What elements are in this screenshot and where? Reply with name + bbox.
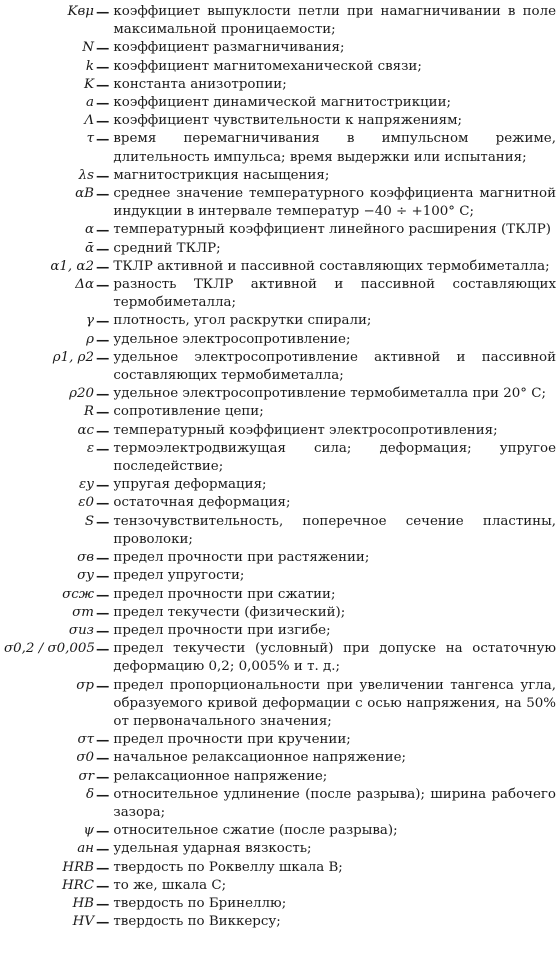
entry-symbol: ρ20 xyxy=(69,386,94,402)
entry-symbol: ᾱ xyxy=(84,240,94,256)
entry-symbol: K xyxy=(83,76,94,92)
entry-symbol: σr xyxy=(78,768,94,784)
glossary-entry xyxy=(4,731,556,749)
entry-dash: — xyxy=(96,240,110,257)
entry-symbol: HRB xyxy=(62,859,94,875)
glossary-entry xyxy=(4,749,556,767)
entry-dash: — xyxy=(96,677,110,694)
glossary-entry xyxy=(4,895,556,913)
glossary-entry xyxy=(4,422,556,440)
glossary-entry xyxy=(4,221,556,239)
entry-definition: температурный коэффициент линейного расширения (ТКЛР) xyxy=(113,222,551,238)
entry-dash: — xyxy=(96,40,110,57)
entry-dash: — xyxy=(96,95,110,112)
entry-dash: — xyxy=(96,76,110,93)
entry-symbol: Kвμ xyxy=(67,4,94,19)
entry-definition: удельное электросопротивление; xyxy=(113,331,351,347)
entry-definition: твердость по Роквеллу шкала B; xyxy=(113,859,343,875)
entry-dash: — xyxy=(96,477,110,494)
glossary-entry xyxy=(4,513,556,549)
entry-dash: — xyxy=(96,568,110,585)
entry-definition: ТКЛР активной и пассивной составляющих термобиметалла; xyxy=(113,258,550,274)
entry-dash: — xyxy=(96,604,110,621)
entry-definition: предел прочности при растяжении; xyxy=(113,550,370,566)
entry-dash: — xyxy=(96,622,110,639)
entry-symbol: εу xyxy=(79,477,94,493)
glossary-entry xyxy=(4,440,556,476)
entry-definition: время перемагничивания в импульсном режиме, длительность импульса; время выдержки или испытания; xyxy=(113,131,556,165)
glossary-entry xyxy=(4,58,556,76)
entry-symbol: σ0,2 / σ0,005 xyxy=(4,641,95,657)
entry-dash: — xyxy=(96,4,110,20)
entry-symbol: σв xyxy=(77,550,94,566)
entry-symbol: σиз xyxy=(68,622,94,638)
entry-symbol: τ xyxy=(86,131,94,147)
entry-definition: относительное сжатие (после разрыва); xyxy=(113,823,398,839)
glossary-entry xyxy=(4,39,556,57)
glossary-entry xyxy=(4,549,556,567)
glossary-entry xyxy=(4,586,556,604)
entry-definition: удельное электросопротивление термобиметалла при 20° С; xyxy=(113,386,546,402)
entry-symbol: ε xyxy=(86,440,94,456)
entry-definition: тензочувствительность, поперечное сечение пластины, проволоки; xyxy=(113,513,556,547)
glossary-entry xyxy=(4,622,556,640)
entry-dash: — xyxy=(96,349,110,366)
entry-definition: предел прочности при изгибе; xyxy=(113,622,331,638)
entry-symbol: ρ xyxy=(86,331,94,347)
entry-definition: термоэлектродвижущая сила; деформация; упругое последействие; xyxy=(113,440,556,475)
entry-symbol: σ0 xyxy=(76,750,94,766)
entry-symbol: Δα xyxy=(75,277,94,293)
glossary-entry xyxy=(4,312,556,330)
entry-definition: магнитострикция насыщения; xyxy=(113,167,330,183)
glossary-entry xyxy=(4,640,556,676)
entry-definition: сопротивление цепи; xyxy=(113,404,264,420)
glossary-entry xyxy=(4,677,556,732)
glossary-entry xyxy=(4,240,556,258)
entry-definition: упругая деформация; xyxy=(113,477,267,493)
entry-definition: предел текучести (условный) при допуске на остаточную деформацию 0,2; 0,005% и т. д.; xyxy=(113,641,556,675)
glossary-entry xyxy=(4,494,556,512)
entry-definition: удельная ударная вязкость; xyxy=(113,841,312,857)
entry-dash: — xyxy=(96,440,110,457)
entry-dash: — xyxy=(96,313,110,330)
glossary-entry xyxy=(4,276,556,312)
entry-symbol: στ xyxy=(77,732,94,748)
entry-dash: — xyxy=(96,586,110,603)
entry-definition: предел пропорциональности при увеличении тангенса угла, образуемого кривой деформации с осью напряжения, на 50% от первоначального значения; xyxy=(113,677,556,729)
entry-symbol: δ xyxy=(85,786,94,802)
entry-symbol: α1, α2 xyxy=(50,258,94,274)
entry-definition: твердость по Бринеллю; xyxy=(113,895,287,911)
entry-dash: — xyxy=(96,513,110,530)
glossary-entry xyxy=(4,913,556,931)
entry-symbol: k xyxy=(85,58,94,74)
glossary-entry xyxy=(4,385,556,403)
entry-dash: — xyxy=(96,641,110,658)
glossary-entry xyxy=(4,822,556,840)
entry-dash: — xyxy=(96,58,110,75)
entry-symbol: σт xyxy=(72,604,94,620)
entry-symbol: Λ xyxy=(84,113,94,129)
entry-dash: — xyxy=(96,222,110,239)
entry-symbol: λs xyxy=(78,167,94,183)
symbol-list xyxy=(4,3,556,931)
entry-definition: относительное удлинение (после разрыва); ширина рабочего зазора; xyxy=(113,786,556,820)
entry-definition: предел прочности при сжатии; xyxy=(113,586,336,602)
entry-symbol: ε0 xyxy=(78,495,94,511)
entry-dash: — xyxy=(96,386,110,403)
entry-definition: удельное электросопротивление активной и пассивной составляющих термобиметалла; xyxy=(113,349,556,384)
glossary-entry xyxy=(4,403,556,421)
entry-dash: — xyxy=(96,131,110,148)
entry-symbol: σу xyxy=(77,568,94,584)
glossary-entry xyxy=(4,76,556,94)
entry-dash: — xyxy=(96,841,110,858)
entry-definition: начальное релаксационное напряжение; xyxy=(113,750,407,766)
glossary-entry xyxy=(4,112,556,130)
glossary-entry xyxy=(4,476,556,494)
entry-dash: — xyxy=(96,167,110,184)
entry-symbol: α xyxy=(84,222,94,238)
entry-dash: — xyxy=(96,404,110,421)
glossary-entry xyxy=(4,331,556,349)
entry-definition: константа анизотропии; xyxy=(113,76,287,92)
entry-definition: коэффициент чувствительности к напряжениям; xyxy=(113,113,463,129)
glossary-entry xyxy=(4,130,556,166)
entry-definition: плотность, угол раскрутки спирали; xyxy=(113,313,372,329)
entry-dash: — xyxy=(96,550,110,567)
entry-dash: — xyxy=(96,113,110,130)
glossary-entry xyxy=(4,3,556,39)
entry-definition: твердость по Виккерсу; xyxy=(113,914,281,930)
entry-symbol: a xyxy=(86,95,94,111)
entry-definition: коэффициент динамической магнитострикции; xyxy=(113,95,452,111)
glossary-entry xyxy=(4,786,556,822)
glossary-entry xyxy=(4,768,556,786)
entry-symbol: αc xyxy=(77,422,94,438)
entry-dash: — xyxy=(96,750,110,767)
entry-symbol: γ xyxy=(85,313,94,329)
entry-dash: — xyxy=(96,186,110,203)
entry-definition: предел текучести (физический); xyxy=(113,604,346,620)
entry-dash: — xyxy=(96,877,110,894)
entry-dash: — xyxy=(96,495,110,512)
entry-symbol: σp xyxy=(76,677,94,693)
entry-dash: — xyxy=(96,914,110,931)
glossary-entry xyxy=(4,258,556,276)
glossary-entry xyxy=(4,185,556,221)
entry-definition: коэффициет выпуклости петли при намагничивании в поле максимальной проницаемости; xyxy=(113,4,556,38)
entry-symbol: aн xyxy=(77,841,94,857)
glossary-entry xyxy=(4,877,556,895)
entry-symbol: ρ1, ρ2 xyxy=(52,349,94,365)
entry-definition: предел упругости; xyxy=(113,568,245,584)
glossary-entry xyxy=(4,840,556,858)
entry-symbol: HB xyxy=(72,895,94,911)
entry-definition: остаточная деформация; xyxy=(113,495,291,511)
entry-symbol: N xyxy=(82,40,94,56)
entry-definition: температурный коэффициент электросопротивления; xyxy=(113,422,498,438)
glossary-entry xyxy=(4,94,556,112)
entry-symbol: αB xyxy=(75,186,94,202)
entry-dash: — xyxy=(96,895,110,912)
entry-dash: — xyxy=(96,786,110,803)
entry-dash: — xyxy=(96,258,110,275)
entry-definition: предел прочности при кручении; xyxy=(113,732,351,748)
entry-definition: релаксационное напряжение; xyxy=(113,768,328,784)
glossary-entry xyxy=(4,567,556,585)
entry-dash: — xyxy=(96,823,110,840)
glossary-entry xyxy=(4,859,556,877)
entry-dash: — xyxy=(96,859,110,876)
entry-dash: — xyxy=(96,732,110,749)
entry-dash: — xyxy=(96,422,110,439)
entry-dash: — xyxy=(96,768,110,785)
entry-symbol: HRC xyxy=(61,877,94,893)
entry-definition: коэффициент магнитомеханической связи; xyxy=(113,58,422,74)
glossary-entry xyxy=(4,349,556,385)
entry-definition: среднее значение температурного коэффициента магнитной индукции в интервале температур −40 ÷ +100° С; xyxy=(113,186,556,220)
entry-symbol: σсж xyxy=(62,586,94,602)
entry-symbol: S xyxy=(84,513,94,529)
entry-definition: коэффициент размагничивания; xyxy=(113,40,345,56)
entry-definition: то же, шкала C; xyxy=(113,877,227,893)
glossary-entry xyxy=(4,167,556,185)
entry-symbol: HV xyxy=(72,914,94,930)
entry-symbol: ψ xyxy=(83,823,94,839)
entry-dash: — xyxy=(96,277,110,294)
glossary-entry xyxy=(4,604,556,622)
entry-dash: — xyxy=(96,331,110,348)
entry-definition: средний ТКЛР; xyxy=(113,240,221,256)
entry-definition: разность ТКЛР активной и пассивной составляющих термобиметалла; xyxy=(113,277,556,311)
entry-symbol: R xyxy=(83,404,94,420)
